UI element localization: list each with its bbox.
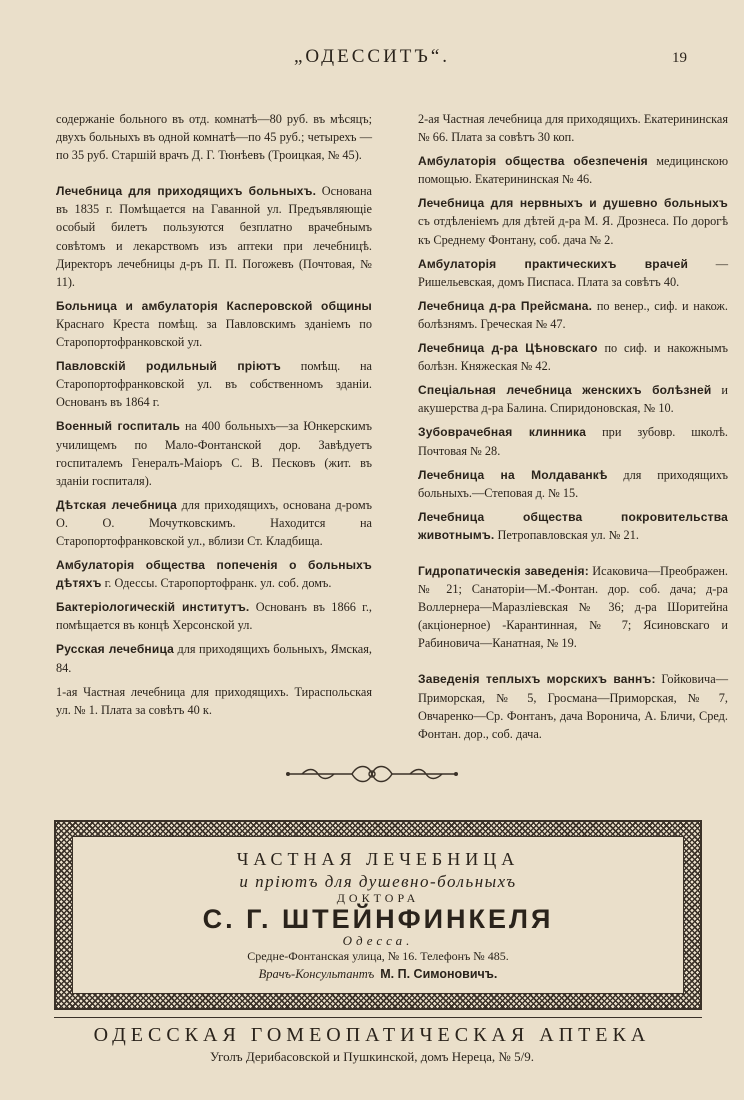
left-entry-10: 1-ая Частная лечебница для приходящихъ. Тираспольская ул. № 1. Плата за совѣтъ 40 к.	[56, 684, 372, 717]
ad-city: Одесса.	[342, 933, 414, 948]
right-entry-6: Лечебница д-ра Цѣновскаго по сиф. и накожнымъ болѣзн. Княжеская № 42.	[418, 341, 728, 374]
advertisement-frame	[54, 820, 702, 1010]
left-entry-6: Дѣтская лечебница для приходящихъ, основана д-ромъ О. О. Мочутковскимъ. Находится на Старопортофранковской ул., вблизи Ст. Кладбища.	[56, 497, 372, 548]
ad-consultant-name: М. П. Симоновичъ.	[380, 967, 498, 981]
right-entry-5: Лечебница д-ра Прейсмана. по венер., сиф. и накож. болѣзнямъ. Греческая № 47.	[418, 298, 728, 331]
left-entry-3: Больница и амбулаторія Касперовской общины Краснаго Креста помѣщ. за Павловскимъ зданіемъ по Старопортофранковской ул.	[56, 298, 372, 350]
divider	[54, 1017, 702, 1018]
right-entry-11: Гидропатическія заведенія: Исаковича—Преображен. № 21; Санаторіи—М.-Фонтан. дор. соб. дача; д-ра Воллернера—Маразліевская № 36; д-ра Шоритейна (акціонерное) -Карантинная, № 7; Ясиновскаго и Рабиновича—Канатная, № 19.	[418, 563, 728, 651]
left-entry-8: Бактеріологическій институтъ. Основанъ въ 1866 г., помѣщается въ концѣ Херсонской ул.	[56, 600, 372, 633]
right-entry-9: Лечебница на Молдаванкѣ для приходящихъ больныхъ.—Степовая д. № 15.	[418, 467, 728, 500]
page-number: 19	[672, 50, 687, 66]
ad-address: Средне-Фонтанская улица, № 16. Телефонъ № 485.	[247, 949, 509, 963]
footer-pharmacy-address: Уголъ Дерибасовской и Пушкинской, домъ Нереца, № 5/9.	[210, 1049, 534, 1064]
left-entry-4: Павловскій родильный пріютъ помѣщ. на Старопортофранковской ул. въ собственномъ зданіи. Основанъ въ 1864 г.	[56, 359, 373, 410]
left-column	[56, 110, 372, 725]
left-entry-2: Лечебница для приходящихъ больныхъ. Основана въ 1835 г. Помѣщается на Гаванной ул. Предъявляющіе особый билетъ пользуются безплатно врачебнымъ совѣтомъ и лекарствомъ изъ аптеки при лечебницѣ. Директоръ лечебницы д-ръ П. П. Погожевъ (Почтовая, № 11).	[56, 184, 372, 289]
right-column	[418, 110, 728, 749]
footer-pharmacy-title: ОДЕССКАЯ ГОМЕОПАТИЧЕСКАЯ АПТЕКА	[93, 1024, 651, 1046]
decorative-ornament-icon	[282, 762, 462, 786]
right-entry-8: Зубоврачебная клинника при зубовр. школѣ. Почтовая № 28.	[418, 425, 728, 458]
ad-clinic-subtitle: и пріютъ для душевно-больныхъ	[239, 872, 517, 891]
right-entry-3: Лечебница для нервныхъ и душевно больныхъ съ отдѣленіемъ для дѣтей д-ра М. Я. Дрознеса. По дорогѣ къ Среднему Фонтану, соб. дача № 2.	[418, 196, 728, 247]
left-entry-1: содержаніе больного въ отд. комнатѣ—80 руб. въ мѣсяцъ; двухъ больныхъ въ одной комнатѣ—по 45 руб.; четырехъ —по 35 руб. Старшій врачъ Д. Г. Тюнѣевъ (Троицкая, № 45).	[56, 112, 372, 163]
right-entry-12: Заведенія теплыхъ морскихъ ваннъ: Гойковича—Приморская, № 5, Гросмана—Приморская, № 7, Овчаренко—Ср. Фонтанъ, дача Воронича, А. Бличи, Сред. Фонтан. дор., соб. дача.	[418, 672, 728, 741]
ad-clinic-title: ЧАСТНАЯ ЛЕЧЕБНИЦА	[236, 849, 520, 869]
right-entry-2: Амбулаторія общества обезпеченія медицинскою помощью. Екатерининская № 46.	[418, 154, 729, 187]
left-entry-5: Военный госпиталь на 400 больныхъ—за Юнкерскимъ училищемъ по Мало-Фонтанской дор. Завѣдуетъ госпиталемъ Генералъ-Маіоръ С. В. Песковъ (жит. въ зданіи госпиталя).	[56, 419, 372, 488]
ad-consultant-label: Врачъ-Консультантъ	[258, 967, 375, 981]
right-entry-1: 2-ая Частная лечебница для приходящихъ. Екатерининская № 66. Плата за совѣтъ 30 коп.	[418, 112, 728, 145]
ad-consultant	[73, 967, 683, 982]
ad-doctor-name: С. Г. ШТЕЙНФИНКЕЛЯ	[202, 904, 554, 934]
left-entry-9: Русская лечебница для приходящихъ больныхъ, Ямская, 84.	[56, 642, 372, 675]
left-entry-7: Амбулаторія общества попеченія о больныхъ дѣтяхъ г. Одессы. Старопортофранк. ул. соб. домъ.	[56, 558, 372, 591]
right-entry-10: Лечебница общества покровительства животнымъ. Петропавловская ул. № 21.	[418, 509, 728, 542]
ad-doctor-label: ДОКТОРА	[336, 891, 420, 905]
right-entry-4: Амбулаторія практическихъ врачей —Ришельевская, домъ Писпаса. Плата за совѣтъ 40.	[418, 256, 728, 289]
journal-title: „ОДЕССИТЪ“.	[293, 46, 451, 67]
right-entry-7: Спеціальная лечебница женскихъ болѣзней и акушерства д-ра Балина. Спиридоновская, № 10.	[418, 383, 728, 416]
advertisement-box	[72, 836, 684, 994]
